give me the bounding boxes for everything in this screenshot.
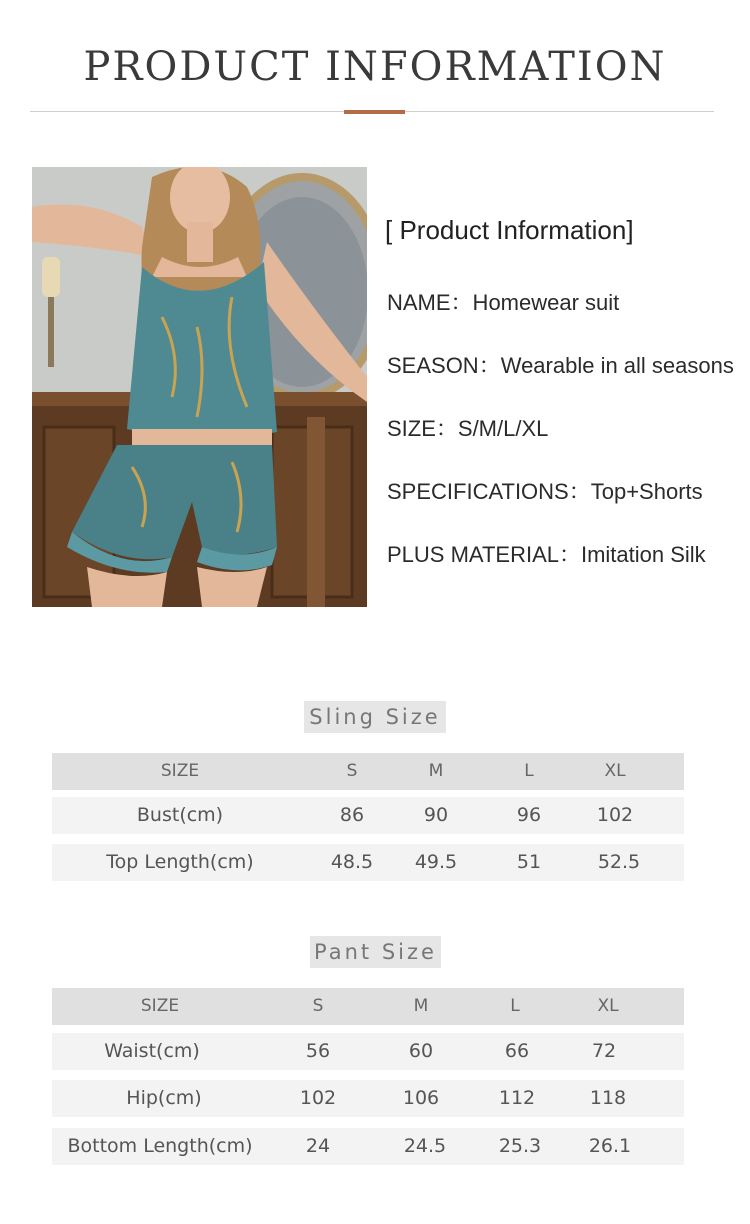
header-cell: XL bbox=[604, 761, 626, 781]
table-cell: 24 bbox=[305, 1135, 331, 1157]
table-cell: 66 bbox=[504, 1040, 530, 1062]
header-cell: XL bbox=[597, 996, 619, 1016]
table-cell: 26.1 bbox=[588, 1135, 632, 1157]
table-cell: 52.5 bbox=[597, 851, 641, 873]
header-cell: L bbox=[524, 761, 534, 781]
sling-table-header bbox=[52, 753, 684, 790]
info-specifications: SPECIFICATIONS：Top+Shorts bbox=[387, 479, 703, 504]
info-season: SEASON：Wearable in all seasons bbox=[387, 353, 734, 378]
table-row bbox=[52, 1128, 684, 1165]
info-material: PLUS MATERIAL：Imitation Silk bbox=[387, 542, 706, 567]
table-cell: 106 bbox=[402, 1087, 440, 1109]
table-cell: 72 bbox=[591, 1040, 617, 1062]
table-cell: 90 bbox=[423, 804, 449, 826]
table-row bbox=[52, 844, 684, 881]
table-cell: 48.5 bbox=[330, 851, 374, 873]
product-info-heading: [ Product Information] bbox=[385, 215, 634, 245]
table-cell: 60 bbox=[408, 1040, 434, 1062]
header-cell: L bbox=[510, 996, 520, 1016]
header-cell: S bbox=[312, 996, 324, 1016]
table-cell: 24.5 bbox=[403, 1135, 447, 1157]
row-label: Bust(cm) bbox=[136, 804, 224, 826]
table-cell: 102 bbox=[299, 1087, 337, 1109]
sling-size-title: Sling Size bbox=[304, 701, 446, 733]
header-cell: SIZE bbox=[160, 761, 200, 781]
table-cell: 86 bbox=[339, 804, 365, 826]
page-title: PRODUCT INFORMATION bbox=[83, 44, 667, 90]
row-label: Top Length(cm) bbox=[106, 851, 254, 873]
table-row bbox=[52, 1080, 684, 1117]
header-cell: M bbox=[413, 996, 429, 1016]
pant-size-title: Pant Size bbox=[310, 936, 441, 968]
info-name: NAME：Homewear suit bbox=[387, 290, 620, 315]
info-size: SIZE：S/M/L/XL bbox=[387, 416, 549, 441]
product-photo bbox=[32, 167, 367, 607]
table-cell: 102 bbox=[596, 804, 634, 826]
pant-table-header bbox=[52, 988, 684, 1025]
header-cell: SIZE bbox=[140, 996, 180, 1016]
header-cell: S bbox=[346, 761, 358, 781]
table-row bbox=[52, 1033, 684, 1070]
table-cell: 49.5 bbox=[414, 851, 458, 873]
table-cell: 118 bbox=[589, 1087, 627, 1109]
title-accent-bar bbox=[344, 110, 405, 114]
table-cell: 51 bbox=[516, 851, 542, 873]
row-label: Waist(cm) bbox=[104, 1040, 200, 1062]
header-cell: M bbox=[428, 761, 444, 781]
row-label: Hip(cm) bbox=[126, 1087, 202, 1109]
table-cell: 96 bbox=[516, 804, 542, 826]
table-cell: 112 bbox=[498, 1087, 536, 1109]
table-cell: 25.3 bbox=[498, 1135, 542, 1157]
table-cell: 56 bbox=[305, 1040, 331, 1062]
table-row bbox=[52, 797, 684, 834]
row-label: Bottom Length(cm) bbox=[67, 1135, 253, 1157]
